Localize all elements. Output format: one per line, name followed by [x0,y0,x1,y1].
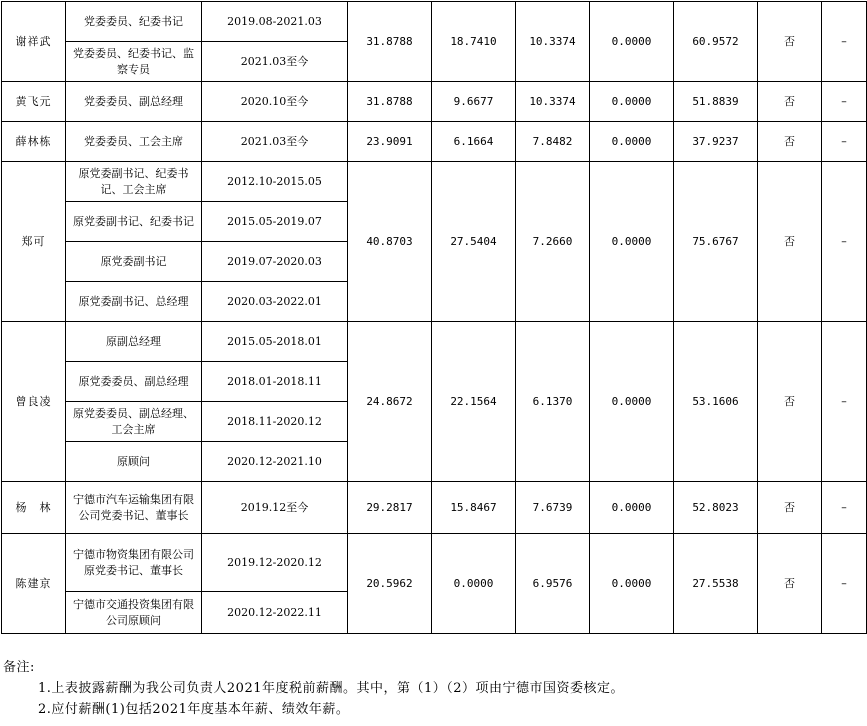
table-body [2,2,867,634]
position-period: 2019.08-2021.03 [202,2,348,42]
insurance-value: 10.3374 [516,82,590,122]
other-value: 0.0000 [590,534,674,634]
person-name: 谢祥武 [2,2,66,82]
total-value: 40.8703 [348,162,432,322]
other-value: 0.0000 [590,162,674,322]
position-title: 原党委委员、副总经理、工会主席 [66,402,202,442]
total-value: 23.9091 [348,122,432,162]
salary-value: 0.0000 [432,534,516,634]
table-row [2,122,867,162]
position-title: 党委委员、纪委书记、监察专员 [66,42,202,82]
position-period: 2020.12-2022.11 [202,592,348,634]
salary-value: 6.1664 [432,122,516,162]
remark-dash: – [822,534,867,634]
related-party-flag: 否 [758,482,822,534]
note-item-1: 1.上表披露薪酬为我公司负责人2021年度税前薪酬。其中，第（1）（2）项由宁德市国资委核定。 [38,681,625,696]
salary-value: 27.5404 [432,162,516,322]
related-party-flag: 否 [758,322,822,482]
position-period: 2020.12-2021.10 [202,442,348,482]
salary-value: 18.7410 [432,2,516,82]
position-title: 党委委员、工会主席 [66,122,202,162]
sum-value: 27.5538 [674,534,758,634]
person-name: 陈建京 [2,534,66,634]
position-period: 2018.01-2018.11 [202,362,348,402]
total-value: 31.8788 [348,2,432,82]
position-title: 宁德市交通投资集团有限公司原顾问 [66,592,202,634]
person-name: 杨 林 [2,482,66,534]
position-period: 2019.12至今 [202,482,348,534]
sum-value: 51.8839 [674,82,758,122]
remark-dash: – [822,82,867,122]
note-item-2: 2.应付薪酬(1)包括2021年度基本年薪、绩效年薪。 [38,702,350,717]
position-title: 原党委副书记、纪委书记、工会主席 [66,162,202,202]
position-period: 2012.10-2015.05 [202,162,348,202]
insurance-value: 6.1370 [516,322,590,482]
position-title: 宁德市物资集团有限公司原党委书记、董事长 [66,534,202,592]
position-title: 党委委员、副总经理 [66,82,202,122]
person-name: 郑可 [2,162,66,322]
sum-value: 52.8023 [674,482,758,534]
insurance-value: 7.2660 [516,162,590,322]
salary-value: 9.6677 [432,82,516,122]
remark-dash: – [822,482,867,534]
position-period: 2015.05-2018.01 [202,322,348,362]
table-row [2,482,867,534]
position-title: 原党委副书记、总经理 [66,282,202,322]
position-title: 原党委副书记、纪委书记 [66,202,202,242]
position-period: 2021.03至今 [202,122,348,162]
total-value: 31.8788 [348,82,432,122]
sum-value: 75.6767 [674,162,758,322]
sum-value: 37.9237 [674,122,758,162]
position-period: 2021.03至今 [202,42,348,82]
position-title: 原副总经理 [66,322,202,362]
total-value: 20.5962 [348,534,432,634]
insurance-value: 7.6739 [516,482,590,534]
other-value: 0.0000 [590,82,674,122]
insurance-value: 10.3374 [516,2,590,82]
person-name: 薛林栋 [2,122,66,162]
other-value: 0.0000 [590,2,674,82]
other-value: 0.0000 [590,482,674,534]
related-party-flag: 否 [758,122,822,162]
position-title: 党委委员、纪委书记 [66,2,202,42]
remark-dash: – [822,322,867,482]
related-party-flag: 否 [758,534,822,634]
sum-value: 53.1606 [674,322,758,482]
related-party-flag: 否 [758,162,822,322]
position-period: 2019.07-2020.03 [202,242,348,282]
insurance-value: 6.9576 [516,534,590,634]
remark-dash: – [822,162,867,322]
position-period: 2020.03-2022.01 [202,282,348,322]
person-name: 曾良凌 [2,322,66,482]
table-row [2,322,867,362]
position-title: 宁德市汽车运输集团有限公司党委书记、董事长 [66,482,202,534]
table-row [2,534,867,592]
position-period: 2018.11-2020.12 [202,402,348,442]
table-row [2,2,867,42]
compensation-table [1,1,867,634]
total-value: 29.2817 [348,482,432,534]
remark-dash: – [822,2,867,82]
table-row [2,82,867,122]
other-value: 0.0000 [590,122,674,162]
other-value: 0.0000 [590,322,674,482]
total-value: 24.8672 [348,322,432,482]
related-party-flag: 否 [758,82,822,122]
notes-label: 备注: [3,660,35,675]
position-period: 2019.12-2020.12 [202,534,348,592]
insurance-value: 7.8482 [516,122,590,162]
notes-section [3,657,624,720]
position-period: 2020.10至今 [202,82,348,122]
position-period: 2015.05-2019.07 [202,202,348,242]
related-party-flag: 否 [758,2,822,82]
position-title: 原党委副书记 [66,242,202,282]
salary-value: 15.8467 [432,482,516,534]
position-title: 原党委委员、副总经理 [66,362,202,402]
person-name: 黄飞元 [2,82,66,122]
salary-value: 22.1564 [432,322,516,482]
remark-dash: – [822,122,867,162]
table-row [2,162,867,202]
position-title: 原顾问 [66,442,202,482]
sum-value: 60.9572 [674,2,758,82]
